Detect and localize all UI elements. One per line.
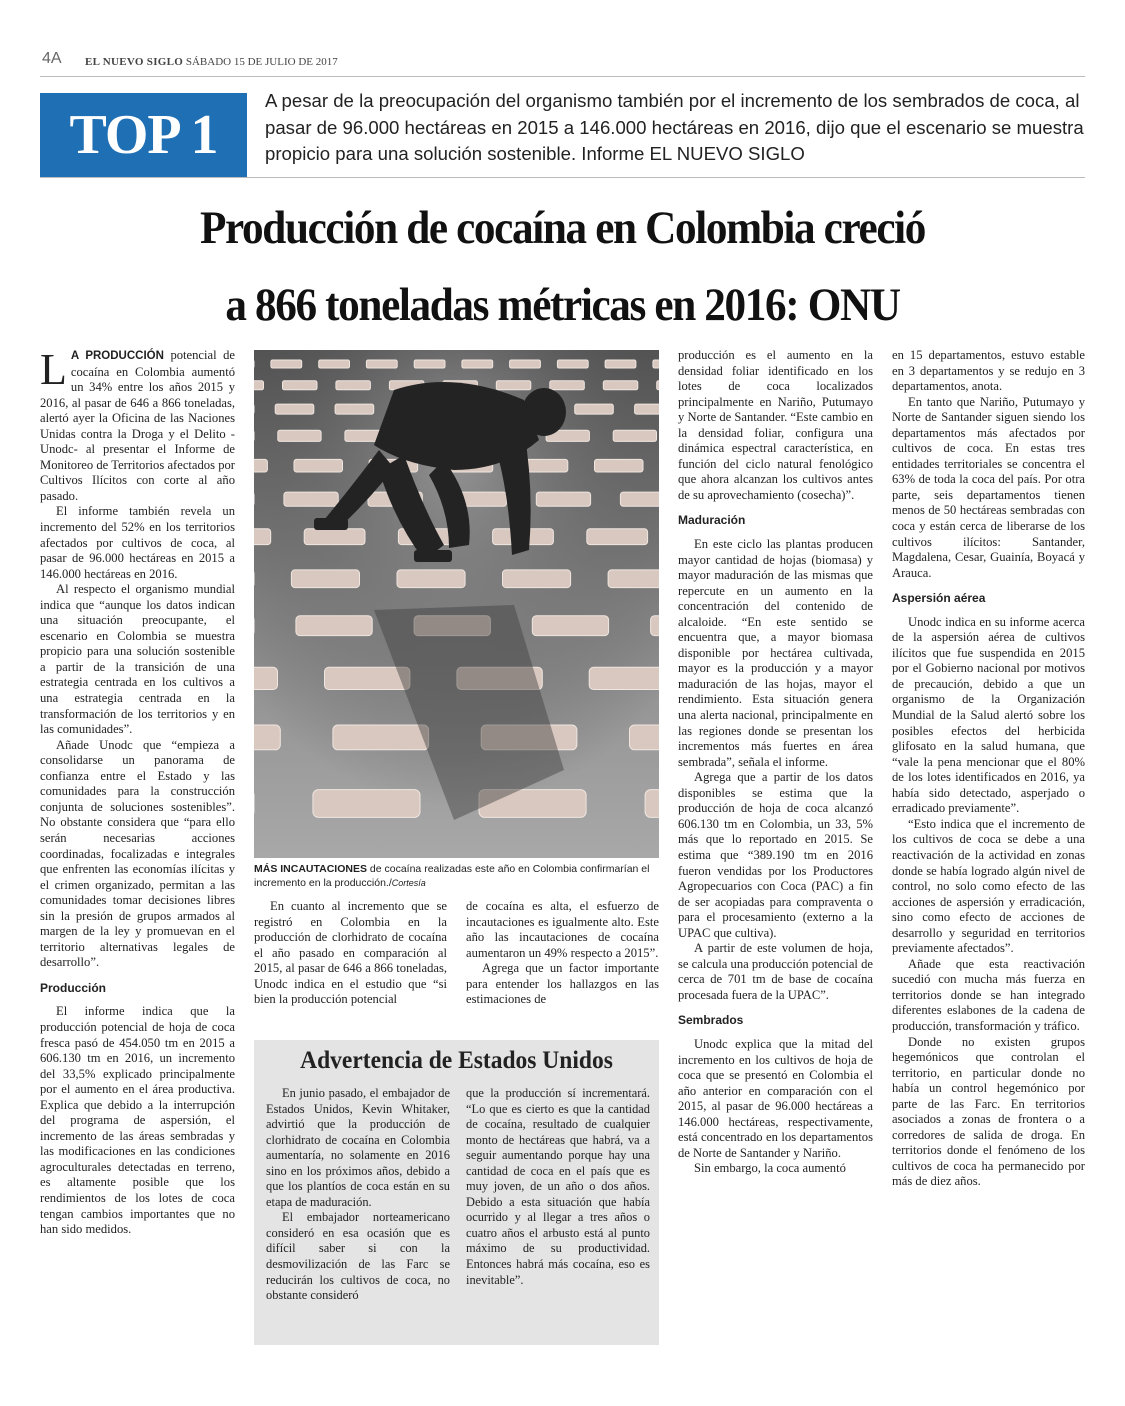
package [608, 570, 659, 588]
paragraph: Donde no existen grupos hegemónicos que controlan el territorio, en particular donde no había un control hegemónico por parte de las Farc. En territorios asociados a zonas de frontera o a corredores de salida de droga. En territorios donde el fenómeno de los cultivos de coca ha permanecido por más de diez años. [892, 1034, 1085, 1189]
lede-paragraph [40, 345, 235, 504]
column-3 [466, 899, 659, 1008]
column-5 [892, 348, 1085, 1190]
package [645, 790, 659, 818]
package [397, 570, 465, 588]
package [620, 492, 659, 506]
package [496, 381, 531, 390]
package [532, 616, 608, 636]
paragraph: que la producción sí incrementará. “Lo que es cierto es que la cantidad de cocaína, resultado de cualquier monto de hectáreas que habrá, va a seguir aumentando porque hay una cantidad de coca en el país que es muy joven, de un año o dos años. Debido a esta situación que había ocurrido y al llegar a tres años o cuatro años el arbusto está al punto máximo de su productividad. Entonces habrá más cocaína, eso es inevitable”. [466, 1086, 650, 1287]
photo-caption [254, 862, 659, 890]
package [291, 570, 359, 588]
package [605, 360, 636, 368]
page-number: 4A [42, 50, 62, 67]
paragraph: El informe indica que la producción potencial de hoja de coca fresca pasó de 454.050 tm en 2015 a 606.130 tm en 2016, un incremento del 33,5% explicado principalmente por el aumento en el área productiva. Explica que debido a la interrupción del programa de aspersión, el incremento de las áreas sembradas y las modificaciones en las condiciones agroculturales detectadas en terreno, es altamente posible que los rendimientos de los lotes de coca tengan cambios importantes que no han sido medidos. [40, 1004, 235, 1237]
package [414, 360, 445, 368]
package [510, 360, 541, 368]
paragraph: El embajador norteamericano consideró en esa ocasión que es difícil saber si con la desmovilización de las Farc se reducirán los cultivos de coca, no obstante consideró [266, 1210, 450, 1303]
sidebar-column-1 [266, 1086, 450, 1304]
package [254, 667, 278, 689]
paragraph: Al respecto el organismo mundial indica que “aunque los datos indican una situación preocupante, el escenario en Colombia se muestra propicio para una solución sostenible a partir de la transición de una estrategia centrada en los cultivos a una estrategia centrada en la transformación de los territorios y en las comunidades”. [40, 582, 235, 737]
sidebar-title: Advertencia de Estados Unidos [300, 1047, 613, 1074]
column-4 [678, 348, 873, 1177]
package [283, 381, 318, 390]
paragraph: En tanto que Nariño, Putumayo y Norte de Santander siguen siendo los departamentos más afectados por cultivos de coca. En estas tres entidades territoriales se concentra el 63% de toda la coca del país. Por otra parte, seis departamentos tienen menos de 50 hectáreas sembradas con coca y están cerca de liberarse de los cultivos ilícitos: Santander, Magdalena, Cesar, Guainía, Boyacá y Arauca. [892, 394, 1085, 580]
newspaper-name: EL NUEVO SIGLO [85, 56, 184, 68]
paragraph: Añade que esta reactivación sucedió con mucha más fuerza en territorios donde se han integrado diferentes eslabones de la cadena de producción, transformación y tráfico. [892, 956, 1085, 1033]
header-rule [40, 76, 1085, 77]
package [275, 404, 314, 414]
headline-line-2: a 866 toneladas métricas en 2016: ONU [225, 279, 900, 331]
photo-credit: Cortesía [391, 878, 426, 888]
package [366, 360, 397, 368]
seizure-photo [254, 350, 659, 858]
paragraph: En este ciclo las plantas producen mayor cantidad de hojas (biomasa) y mayor maduración de las mismas que repercute en un aumento en la concentración del contenido de alcaloide. “En este sentido se encuentra que, a mayor biomasa disponible por hectárea cultivada, mayor es la producción y a mayor maduración de las hojas, mayor el rendimiento. Esta situación genera una alerta nacional, principalmente en las regiones donde se presentan los incrementos más fuertes en área sembrada”, señala el informe. [678, 537, 873, 769]
paragraph: de cocaína es alta, el esfuerzo de incautaciones es igualmente alto. Este año las incautaciones de cocaína aumentaron un 49% respecto a 2015”. [466, 899, 659, 960]
paragraph: En junio pasado, el embajador de Estados Unidos, Kevin Whitaker, advirtió que la producción de clorhidrato de cocaína en Colombia aumentaría, no solamente en 2016 sino en los próximos años, debido a que los plantíos de coca están en su etapa de maduración. [266, 1086, 450, 1209]
column-1 [40, 345, 235, 1238]
package [335, 404, 374, 414]
package [589, 667, 659, 689]
column-2 [254, 899, 447, 1008]
masthead [85, 56, 338, 68]
package [603, 381, 638, 390]
package [587, 529, 648, 545]
package [284, 492, 338, 506]
photo-illustration [254, 350, 659, 858]
paragraph: Agrega que un factor importante para entender los hallazgos en las estimaciones de [466, 961, 659, 1007]
paragraph: Unodc indica en su informe acerca de la aspersión aérea de cultivos ilícitos que fue suspendida en 2015 por el Gobierno nacional por motivos de precaución, debido a que un organismo de la Organización Mundial de la Salud alertó sobre los posibles efectos del herbicida glifosato en la salud humana, que “vale la pena mencionar que el 80% de los lotes identificados en 2016, ya había sido detectado, asperjado o erradicado previamente”. [892, 614, 1085, 816]
package [557, 360, 588, 368]
package [536, 492, 590, 506]
package [296, 616, 372, 636]
caption-lead: MÁS INCAUTACIONES [254, 863, 367, 875]
drop-cap: L [40, 345, 67, 394]
headline [73, 190, 1053, 344]
kicker-text: A pesar de la preocupación del organismo también por el incremento de los sembrados de coca, al pasar de 96.000 hectáreas en 2015 a 146.000 hectáreas en 2016, dijo que el escenario se muestra propicio para una solución sostenible. Informe EL NUEVO SIGLO [265, 90, 1084, 164]
paragraph: en 15 departamentos, estuvo estable en 3 departamentos y se redujo en 3 departamentos, anota. [892, 348, 1085, 394]
package [462, 360, 493, 368]
package [575, 404, 614, 414]
lede-body: potencial de cocaína en Colombia aumentó un 34% entre los años 2015 y 2016, al pasar de 646 a 866 toneladas, alertó ayer la Oficina de las Naciones Unidas contra la Droga y el Delito -Unodc- al presentar el Informe de Monitoreo de Territorios afectados por Cultivos Ilícitos con corte al año pasado. [40, 348, 235, 503]
package [550, 381, 585, 390]
package [651, 616, 659, 636]
paragraph: Añade Unodc que “empieza a consolidarse un panorama de confianza entre el Estado y las comunidades para la construcción conjunta de soluciones sostenibles”. No obstante considera que “para ello serán necesarias acciones coordinadas, focalizadas e integrales que enfrenten las economías ilícitas y el crimen organizado, permitan a las comunidades tomar decisiones libres sin la presión de grupos armados al margen de la ley y promuevan en el territorio alternativas legales de desarrollo”. [40, 737, 235, 970]
package [304, 529, 365, 545]
top-badge: TOP 1 [40, 93, 247, 177]
headline-line-1: Producción de cocaína en Colombia creció [199, 202, 926, 254]
paragraph: producción es el aumento en la densidad foliar identificado en los lotes de coca localizados principalmente en Nariño, Putumayo y Norte de Santander. “Este cambio en la densidad foliar, configura una dinámica espectral característica, en función del ciclo natural fenológico que ahora alcanzan los cultivos antes de su aprovechamiento (cosecha)”. [678, 348, 873, 502]
paragraph: En cuanto al incremento que se registró en Colombia en la producción de clorhidrato de cocaína el año pasado en comparación al 2015, al pasar de 646 a 866 toneladas, Unodc indica en el estudio que “si bien la producción potencial [254, 899, 447, 1007]
package [635, 404, 659, 414]
package [333, 725, 429, 750]
package [254, 725, 280, 750]
subhead-aspersion: Aspersión aérea [892, 591, 986, 606]
lede-words: A PRODUCCIÓN [70, 350, 164, 362]
package [254, 529, 271, 545]
subhead-sembrados: Sembrados [678, 1013, 744, 1028]
caption-text: de cocaína realizadas este año en Colombia confirmarían el incremento en la producción./ [254, 863, 650, 889]
issue-date: SÁBADO 15 DE JULIO DE 2017 [185, 56, 338, 68]
subhead-produccion: Producción [40, 980, 107, 995]
paragraph: “Esto indica que el incremento de los cultivos de coca se debe a una reactivación de la actividad en zonas donde se había logrado algún nivel de control, no solo como efecto de las acciones de aspersión y erradicación, sino como efecto de acciones de desarrollo y seguridad en territorios previamente afectados”. [892, 816, 1085, 956]
package [613, 430, 656, 441]
package [503, 570, 571, 588]
package [325, 667, 410, 689]
paragraph: El informe también revela un incremento del 52% en los territorios afectados por cultivos de coca, al pasar de 96.000 hectáreas en 2015 a 146.000 hectáreas en 2016. [40, 504, 235, 581]
paragraph: Agrega que a partir de los datos disponibles se estima que la producción de hoja de coca alcanzó 606.130 tm en Colombia, un 33, 5% más que lo reportado en 2015. Se estima que “389.190 tm en 2016 fueron vendidas por los Productores Agropecuarios con Coca (PAC) a fin de ser acopiadas para compraventa o para el procesamiento (externo a la UPAC que cultiva). [678, 770, 873, 940]
package [319, 360, 350, 368]
package [653, 360, 659, 368]
package [313, 790, 420, 818]
package [336, 381, 371, 390]
package [657, 381, 659, 390]
package [254, 459, 267, 472]
paragraph: A partir de este volumen de hoja, se calcula una producción potencial de cerca de 701 tm de base de cocaína procesada fuera de la UPAC”. [678, 941, 873, 1002]
paragraph: Unodc explica que la mitad del incremento en los cultivos de hoja de coca que se presentó en Colombia el año anterior en comparación con el 2015, al pasar de 96.000 hectáreas a 146.000 hectáreas, respectivamente, está concentrado en los departamentos de Norte de Santander y Nariño. [678, 1036, 873, 1160]
package [278, 430, 321, 441]
package [595, 459, 644, 472]
package [254, 381, 264, 390]
package [630, 725, 660, 750]
package [294, 459, 343, 472]
paragraph: Sin embargo, la coca aumentó [694, 1161, 846, 1176]
subhead-maduracion: Maduración [678, 513, 746, 528]
sidebar-column-2 [466, 1086, 650, 1288]
package [271, 360, 302, 368]
kicker-rule [40, 177, 1085, 178]
